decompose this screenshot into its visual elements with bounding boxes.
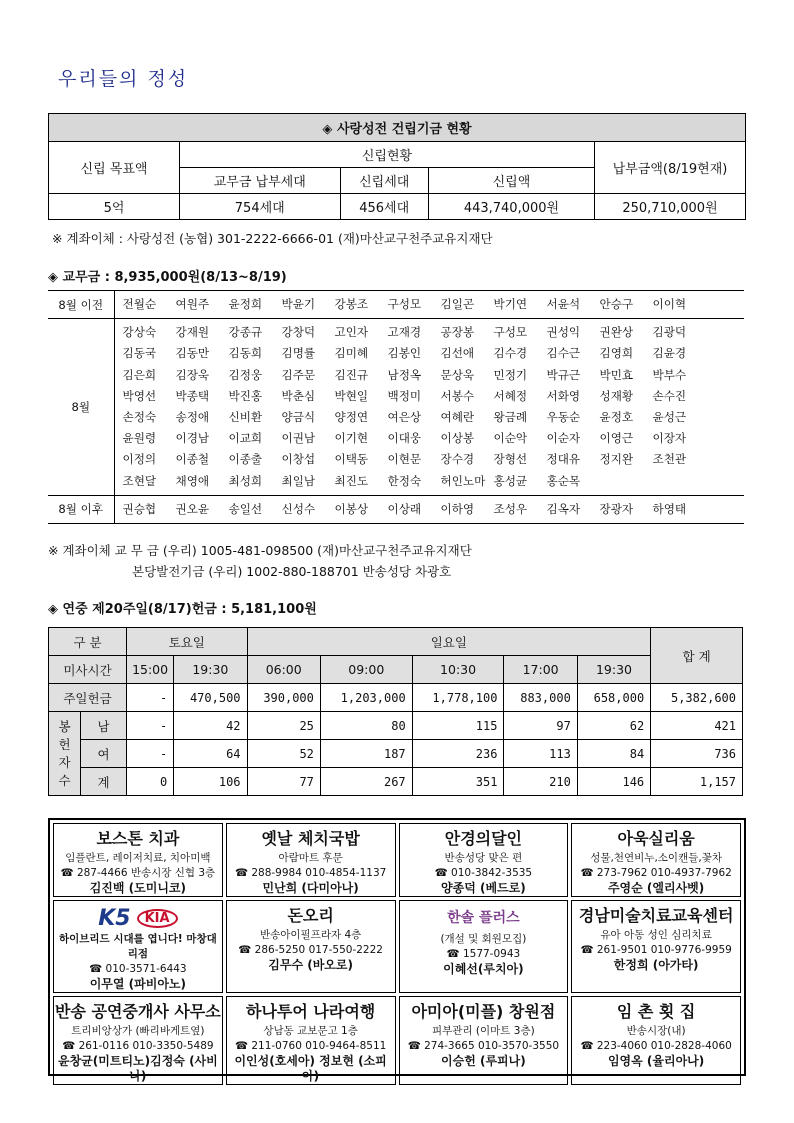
cash-value: 658,000 — [577, 684, 650, 712]
target-label: 신립 목표액 — [49, 142, 180, 194]
donor-name: 서화영 — [546, 388, 581, 403]
ad-line: 임플란트, 레이저치료, 치아미백 — [65, 852, 211, 864]
donor-name: 장광자 — [599, 501, 634, 516]
donor-name: 박윤기 — [281, 297, 316, 311]
row-label: 여 — [81, 740, 127, 768]
hansol-logo: 한솔 플러스 — [447, 909, 520, 926]
donor-name: 백정미 — [387, 388, 422, 403]
ad-owner: 김무수 (바오로) — [268, 958, 353, 972]
donor-name: 서봉수 — [440, 388, 475, 403]
ad-card — [53, 823, 223, 897]
ad-line: 반송아이필프라자 4층 — [259, 929, 362, 941]
donor-name: 여원주 — [175, 297, 210, 311]
row-label: 주일헌금 — [49, 684, 127, 712]
row-label: 8월 이전 — [48, 291, 114, 319]
donor-name: 강재원 — [175, 325, 210, 340]
cash-value: 470,500 — [174, 684, 247, 712]
ad-line: 반송시장(내) — [626, 1025, 686, 1037]
donor-name: 이상봉 — [440, 431, 475, 446]
offering-table — [48, 627, 743, 796]
ad-owner: 이승헌 (루피나) — [441, 1054, 526, 1068]
donor-value: 106 — [174, 768, 247, 796]
ad-line: 상남동 교보문고 1층 — [263, 1025, 358, 1037]
offering-header: ◈ 연중 제20주일(8/17)헌금 : 5,181,100원 — [48, 602, 317, 617]
cash-value: - — [127, 684, 174, 712]
donor-name: 김일곤 — [440, 297, 475, 311]
donor-name: 윤정호 — [599, 410, 634, 425]
ad-card — [399, 823, 569, 897]
donor-name: 이영근 — [599, 431, 634, 446]
ad-name: 안경의달인 — [444, 829, 523, 848]
donor-name: 채영애 — [175, 473, 210, 488]
donor-name: 박부수 — [652, 367, 687, 382]
row-label: 미사시간 — [49, 656, 127, 684]
donor-name: 양정연 — [334, 410, 369, 425]
ad-owner: 민난희 (다미아나) — [262, 881, 359, 895]
ad-line: ☎ 274-3665 010-3570-3550 — [407, 1040, 560, 1052]
ad-owner: 이무열 (파비아노) — [89, 977, 187, 991]
col-header: 일요일 — [247, 628, 651, 656]
donor-name: 박춘심 — [281, 388, 316, 403]
ad-name: 경남미술치료교육센터 — [578, 906, 734, 925]
donor-name: 송일선 — [228, 501, 263, 516]
donor-value: 77 — [247, 768, 320, 796]
donor-name: 최성희 — [228, 473, 263, 488]
donor-name: 김수경 — [493, 346, 528, 361]
donor-value: 236 — [412, 740, 504, 768]
donor-name: 권완상 — [599, 325, 634, 340]
donor-name: 강창덕 — [281, 325, 316, 340]
donor-name: 권성익 — [546, 325, 581, 340]
donor-value: 187 — [320, 740, 412, 768]
donor-name: 공장봉 — [440, 325, 475, 340]
page-title: 우리들의 정성 — [58, 68, 189, 90]
donor-name: 김옥자 — [546, 501, 581, 516]
row-label: 8월 — [48, 319, 114, 496]
names-cell — [114, 319, 744, 496]
ad-line: ☎ 261-9501 010-9776-9959 — [580, 944, 732, 956]
donor-value: 80 — [320, 712, 412, 740]
donor-name: 김주문 — [281, 367, 316, 382]
mass-time: 19:30 — [577, 656, 650, 684]
donor-name: 정지완 — [599, 452, 634, 467]
donor-value: 62 — [577, 712, 650, 740]
donor-name: 김진규 — [334, 367, 369, 382]
sub-label: 신립세대 — [340, 168, 428, 194]
donor-name: 최진도 — [334, 473, 369, 488]
donor-name: 권승협 — [122, 501, 157, 516]
donor-name: 왕금례 — [493, 410, 528, 425]
donor-name: 문상욱 — [440, 367, 475, 382]
donor-name: 이상래 — [387, 501, 422, 516]
ad-name: 반송 공연중개사 사무소 — [55, 1002, 221, 1021]
donor-name: 이기현 — [334, 431, 369, 446]
row-label: 남 — [81, 712, 127, 740]
ad-card — [399, 996, 569, 1085]
donor-name: 김동희 — [228, 346, 263, 361]
donor-value: 267 — [320, 768, 412, 796]
ad-line: ☎ 010-3571-6443 — [89, 963, 187, 975]
ad-owner: 양종덕 (베드로) — [441, 881, 526, 895]
mass-time: 06:00 — [247, 656, 320, 684]
ads-grid — [48, 818, 746, 1083]
fund-header: ◈ 사랑성전 건립기금 현황 — [49, 114, 746, 142]
donor-name: 여혜란 — [440, 410, 475, 425]
ad-line: 하이브리드 시대를 엽니다! 마창대리점 — [58, 933, 217, 960]
ad-line: ☎ 223-4060 010-2828-4060 — [580, 1040, 732, 1052]
ad-name: 아욱실리움 — [617, 829, 695, 848]
donor-name: 허인노마 — [440, 473, 486, 488]
donor-value: 421 — [651, 712, 743, 740]
ad-card — [226, 996, 396, 1085]
donor-name: 홍순목 — [546, 473, 581, 488]
donor-name: 장형선 — [493, 452, 528, 467]
donor-name: 송정애 — [175, 410, 210, 425]
ad-line: 유아 아동 성인 심리치료 — [600, 929, 712, 941]
donor-name: 조성우 — [493, 501, 528, 516]
mass-time: 10:30 — [412, 656, 504, 684]
donor-name: 이택동 — [334, 452, 369, 467]
donor-value: 52 — [247, 740, 320, 768]
donor-name: 안승구 — [599, 297, 634, 311]
donor-name: 이교희 — [228, 431, 263, 446]
donor-name: 권오윤 — [175, 501, 210, 516]
building-fund-table — [48, 113, 746, 220]
donor-name: 박진홍 — [228, 388, 263, 403]
donor-name: 김정웅 — [228, 367, 263, 382]
ad-line: ☎ 211-0760 010-9464-8511 — [234, 1040, 387, 1052]
donor-value: 84 — [577, 740, 650, 768]
donor-value: 97 — [504, 712, 577, 740]
donor-name: 박기연 — [493, 297, 528, 311]
donor-value: 42 — [174, 712, 247, 740]
note-line: ※ 계좌이체 교 무 금 (우리) 1005-481-098500 (재)마산교구천주교유지재단 — [48, 543, 472, 558]
donor-name: 김동국 — [122, 346, 157, 361]
cash-value: 1,203,000 — [320, 684, 412, 712]
donor-name: 이봉상 — [334, 501, 369, 516]
donor-name: 이순악 — [493, 431, 528, 446]
ad-name: 보스톤 치과 — [96, 829, 180, 848]
donor-name: 김영희 — [599, 346, 634, 361]
donor-value: 351 — [412, 768, 504, 796]
ad-owner: 주영순 (엘리사벳) — [607, 881, 705, 895]
gyomu-account-note — [48, 540, 472, 582]
ad-line: 성물,천연비누,소이캔들,꽃차 — [590, 852, 722, 864]
donor-name: 김수근 — [546, 346, 581, 361]
fund-value: 250,710,000원 — [595, 194, 746, 220]
donor-value: - — [127, 740, 174, 768]
mass-time: 09:00 — [320, 656, 412, 684]
names-cell — [114, 495, 744, 523]
donor-name: 이창섭 — [281, 452, 316, 467]
donor-name: 이현문 — [387, 452, 422, 467]
donor-name: 서윤석 — [546, 297, 581, 311]
donor-name: 김미혜 — [334, 346, 369, 361]
ad-card — [226, 900, 396, 993]
ad-card — [53, 996, 223, 1085]
cash-value: 1,778,100 — [412, 684, 504, 712]
col-header: 합 계 — [651, 628, 743, 684]
gyomu-header: ◈ 교무금 : 8,935,000원(8/13~8/19) — [48, 270, 287, 285]
donor-name: 고재경 — [387, 325, 422, 340]
ad-owner: 윤창균(미트티노)김정숙 (사비나) — [58, 1054, 218, 1083]
ad-line: ☎ 287-4466 반송시장 신협 3층 — [60, 867, 216, 879]
donor-name: 박종택 — [175, 388, 210, 403]
ad-name: 임 촌 횟 집 — [616, 1002, 696, 1021]
donor-value: 115 — [412, 712, 504, 740]
paid-label: 납부금액(8/19현재) — [595, 142, 746, 194]
donor-name: 신성수 — [281, 501, 316, 516]
ad-card — [53, 900, 223, 993]
donor-name: 구성모 — [387, 297, 422, 311]
donor-name: 김명률 — [281, 346, 316, 361]
ad-line: ☎ 261-0116 010-3350-5489 — [62, 1040, 214, 1052]
donor-name: 이정의 — [122, 452, 157, 467]
donor-value: 64 — [174, 740, 247, 768]
ad-line: ☎ 288-9984 010-4854-1137 — [234, 867, 387, 879]
cash-value: 390,000 — [247, 684, 320, 712]
donor-value: 146 — [577, 768, 650, 796]
donor-name: 윤원령 — [122, 431, 157, 446]
fund-value: 754세대 — [180, 194, 341, 220]
donor-name: 이권남 — [281, 431, 316, 446]
donor-name: 김선애 — [440, 346, 475, 361]
donor-name: 김장욱 — [175, 367, 210, 382]
ad-line: ☎ 010-3842-3535 — [434, 867, 533, 879]
ad-card — [571, 996, 741, 1085]
cash-value: 883,000 — [504, 684, 577, 712]
fund-value: 456세대 — [340, 194, 428, 220]
donor-value: 736 — [651, 740, 743, 768]
ad-name: 하나투어 나라여행 — [246, 1002, 376, 1021]
ad-owner: 임영옥 (율리아나) — [607, 1054, 705, 1068]
ad-owner: 김진백 (도미니코) — [89, 881, 187, 895]
ad-card — [399, 900, 569, 993]
donor-name: 강상숙 — [122, 325, 157, 340]
donor-value: 0 — [127, 768, 174, 796]
donor-name: 박규근 — [546, 367, 581, 382]
donor-name: 이경남 — [175, 431, 210, 446]
ad-line: ☎ 273-7962 010-4937-7962 — [580, 867, 732, 879]
donor-name: 이종출 — [228, 452, 263, 467]
donor-name: 신비환 — [228, 410, 263, 425]
row-label: 계 — [81, 768, 127, 796]
donor-name: 이대웅 — [387, 431, 422, 446]
donor-name: 손수진 — [652, 388, 687, 403]
donor-name: 조현달 — [122, 473, 157, 488]
donor-name: 여은상 — [387, 410, 422, 425]
donor-name: 전월순 — [122, 297, 157, 311]
col-header: 구 분 — [49, 628, 127, 656]
mass-time: 15:00 — [127, 656, 174, 684]
col-header: 토요일 — [127, 628, 248, 656]
donor-name: 강봉조 — [334, 297, 369, 311]
donor-name: 김은희 — [122, 367, 157, 382]
fund-value: 443,740,000원 — [428, 194, 594, 220]
donor-name: 최일남 — [281, 473, 316, 488]
ad-card — [571, 900, 741, 993]
ad-name: 돈오리 — [287, 906, 334, 925]
fund-value: 5억 — [49, 194, 180, 220]
donor-name: 조천관 — [652, 452, 687, 467]
ad-line: 아람마트 후문 — [278, 852, 343, 864]
ad-name: 옛날 체치국밥 — [261, 829, 360, 848]
donor-name: 이장자 — [652, 431, 687, 446]
sub-label: 신립액 — [428, 168, 594, 194]
cash-value: 5,382,600 — [651, 684, 743, 712]
ad-line: (개설 및 회원모집) — [440, 933, 527, 945]
ad-owner: 이인성(호세아) 정보현 (소피아) — [234, 1054, 387, 1083]
ad-line: ☎ 1577-0943 — [446, 948, 521, 960]
ad-line: ☎ 286-5250 017-550-2222 — [238, 944, 383, 956]
donor-value: - — [127, 712, 174, 740]
mass-time: 19:30 — [174, 656, 247, 684]
donor-name: 박민효 — [599, 367, 634, 382]
donor-name: 이순자 — [546, 431, 581, 446]
donor-name: 이하영 — [440, 501, 475, 516]
donor-name: 양금식 — [281, 410, 316, 425]
donor-value: 210 — [504, 768, 577, 796]
donor-name: 홍성균 — [493, 473, 528, 488]
donor-value: 1,157 — [651, 768, 743, 796]
mass-time: 17:00 — [504, 656, 577, 684]
donor-value: 113 — [504, 740, 577, 768]
ad-name: 아미아(미플) 창원점 — [411, 1002, 556, 1021]
donor-name: 김동만 — [175, 346, 210, 361]
row-label: 8월 이후 — [48, 495, 114, 523]
k5-logo: K5 KIA — [54, 904, 222, 932]
donor-name: 남정옥 — [387, 367, 422, 382]
ad-line: 피부관리 (이마트 3층) — [432, 1025, 535, 1037]
donor-name: 윤성근 — [652, 410, 687, 425]
donor-name: 고인자 — [334, 325, 369, 340]
names-cell — [114, 291, 744, 319]
donor-name: 강종규 — [228, 325, 263, 340]
donor-name: 김광덕 — [652, 325, 687, 340]
ad-line: 트리비앙상가 (빠리바게트옆) — [71, 1025, 205, 1037]
ad-owner: 이혜선(루치아) — [443, 962, 524, 976]
fund-account-note: ※ 계좌이체 : 사랑성전 (농협) 301-2222-6666-01 (재)마산교구천주교유지재단 — [52, 231, 493, 246]
donor-name: 윤정희 — [228, 297, 263, 311]
ad-card — [226, 823, 396, 897]
donor-name: 민정기 — [493, 367, 528, 382]
sub-label: 교무금 납부세대 — [180, 168, 341, 194]
donor-name: 김윤경 — [652, 346, 687, 361]
donor-label: 봉 헌 자 수 — [49, 712, 81, 796]
donor-name: 장수경 — [440, 452, 475, 467]
donor-value: 25 — [247, 712, 320, 740]
donor-name: 김봉인 — [387, 346, 422, 361]
donor-name: 이이혁 — [652, 297, 687, 311]
donor-name: 이종철 — [175, 452, 210, 467]
donor-name: 한정숙 — [387, 473, 422, 488]
donor-name: 성재황 — [599, 388, 634, 403]
donor-name: 서혜정 — [493, 388, 528, 403]
donor-name: 정대유 — [546, 452, 581, 467]
donor-name: 손정숙 — [122, 410, 157, 425]
donor-name: 박영선 — [122, 388, 157, 403]
note-line: 본당발전기금 (우리) 1002-880-188701 반송성당 차광호 — [132, 564, 452, 579]
ad-card — [571, 823, 741, 897]
donor-name: 구성모 — [493, 325, 528, 340]
status-label: 신립현황 — [180, 142, 595, 168]
ad-line: 반송성당 맞은 편 — [444, 852, 523, 864]
gyomu-table — [48, 290, 744, 524]
ad-owner: 한정희 (아가타) — [613, 958, 699, 972]
donor-name: 하영태 — [652, 501, 687, 516]
donor-name: 박현일 — [334, 388, 369, 403]
donor-name: 우동순 — [546, 410, 581, 425]
